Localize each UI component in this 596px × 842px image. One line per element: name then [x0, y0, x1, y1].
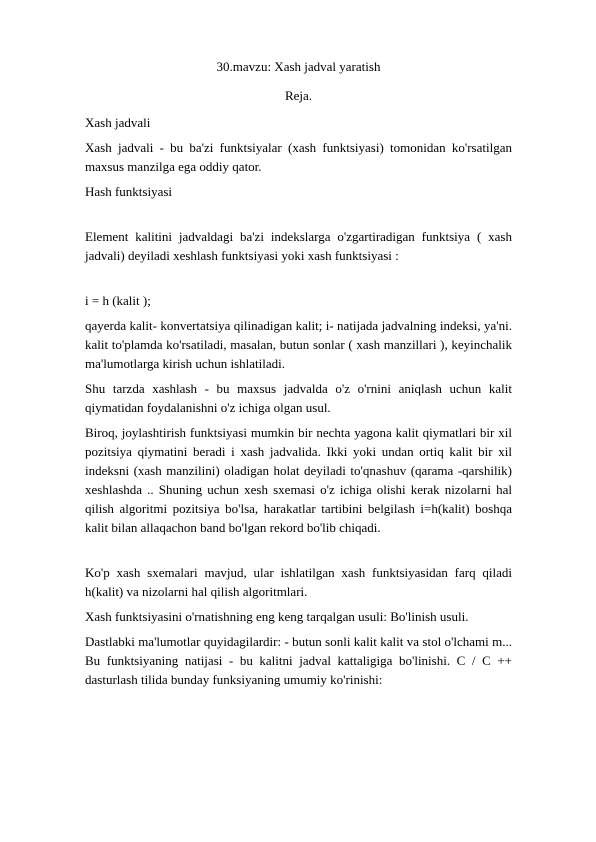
- paragraph-hash-table-definition: Xash jadvali - bu ba'zi funktsiyalar (xash funktsiyasi) tomonidan ko'rsatilgan maxsus manzilga ega oddiy qator.: [85, 140, 512, 174]
- paragraph-hash-schemes: Ko'p xash sxemalari mavjud, ular ishlatilgan xash funktsiyasidan farq qiladi h(kalit) va nizolarni hal qilish algoritmlari.: [85, 565, 512, 599]
- paragraph-hash-function-definition: Element kalitini jadvaldagi ba'zi indekslarga o'zgartiradigan funktsiya ( xash jadvali) deyiladi xeshlash funktsiyasi yoki xash funktsiyasi :: [85, 229, 512, 263]
- blank-line: [85, 207, 512, 227]
- paragraph-hashing-method: Shu tarzda xashlash - bu maxsus jadvalda o'z o'rnini aniqlash uchun kalit qiymatidan foydalanishni o'z ichiga olgan usul.: [85, 381, 512, 415]
- section-heading-hash-function: Hash funktsiyasi: [85, 184, 173, 199]
- formula-line: i = h (kalit );: [85, 293, 151, 308]
- paragraph-collision: Biroq, joylashtirish funktsiyasi mumkin bir nechta yagona kalit qiymatlari bir xil pozitsiya qiymatini beradi i xash jadvalida. Ikki yoki undan ortiq kalit bir xil indeksni (xash manzilini) oladigan holat deyiladi to'qnashuv (qarama -qarshilik) xeshlashda .. Shuning uchun xesh sxemasi o'z ichiga olishi kerak nizolarni hal qilish algoritmi pozitsiya bo'lsa, harakatlar tartibini belgilash i=h(kalit) boshqa kalit bilan allaqachon band bo'lgan rekord bo'lib chiqadi.: [85, 425, 512, 535]
- paragraph-division-method: Xash funktsiyasini o'rnatishning eng keng tarqalgan usuli: Bo'linish usuli.: [85, 609, 469, 624]
- document-page: [85, 57, 512, 695]
- paragraph-formula-explanation: qayerda kalit- konvertatsiya qilinadigan kalit; i- natijada jadvalning indeksi, ya'ni. kalit to'plamda ko'rsatiladi, masalan, butun sonlar ( xash manzillari ), keyinchalik ma'lumotlarga kirish uchun ishlatiladi.: [85, 318, 512, 371]
- plan-heading: Reja.: [284, 88, 313, 103]
- blank-line: [85, 543, 512, 563]
- paragraph-initial-data: Dastlabki ma'lumotlar quyidagilardir: - butun sonli kalit kalit va stol o'lchami m... Bu funktsiyaning natijasi - bu kalitni jadval kattaligiga bo'linishi. C / C ++ dasturlash tilida bunday funksiyaning umumiy ko'rinishi:: [85, 634, 512, 687]
- blank-line: [85, 271, 512, 291]
- document-title: 30.mavzu: Xash jadval yaratish: [216, 59, 381, 74]
- section-heading-hash-table: Xash jadvali: [85, 115, 151, 130]
